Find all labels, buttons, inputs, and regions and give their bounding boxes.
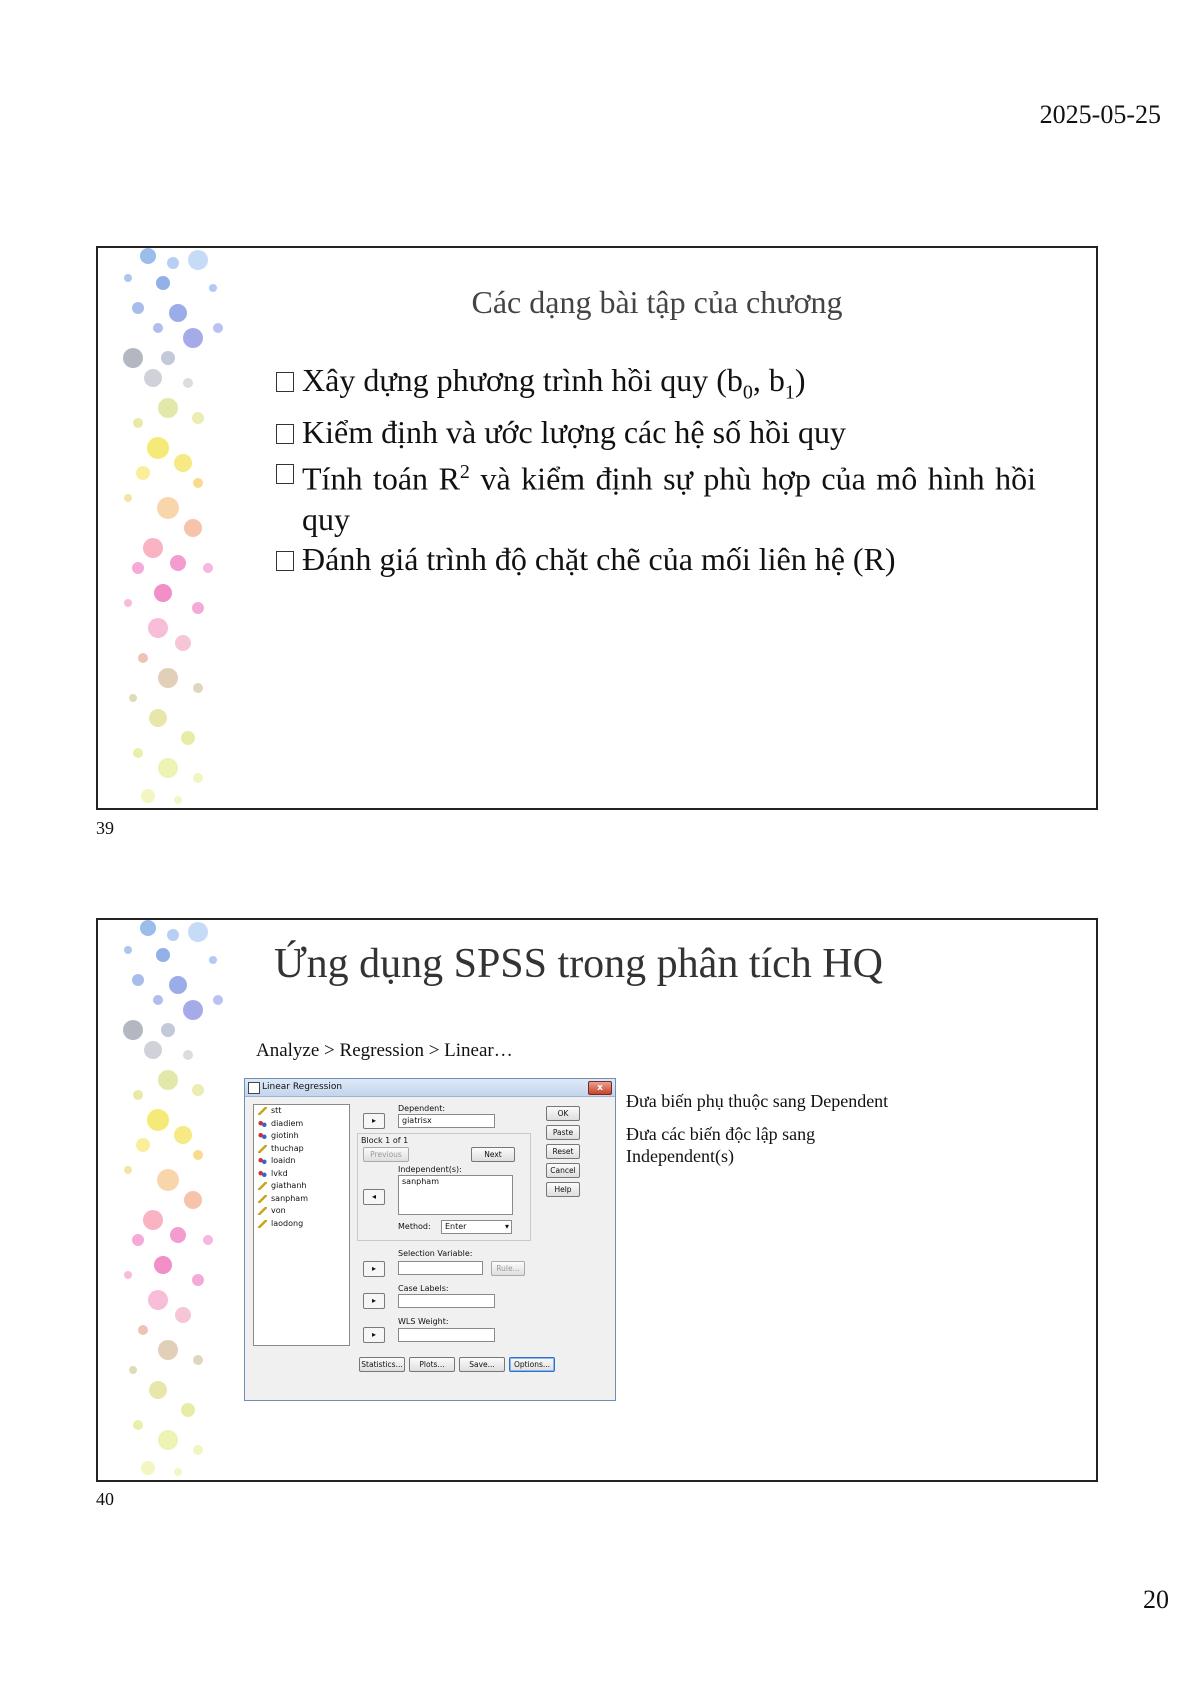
list-item[interactable] xyxy=(254,1168,349,1181)
scale-icon xyxy=(258,1182,267,1190)
variable-name: lvkd xyxy=(271,1168,288,1178)
variable-name: von xyxy=(271,1206,286,1215)
method-label: Method: xyxy=(398,1222,431,1231)
bullet-box-icon xyxy=(276,464,294,484)
bullet-text: Đánh giá trình độ chặt chẽ của mối liên hệ (R) xyxy=(302,541,896,578)
help-button[interactable]: Help xyxy=(546,1182,580,1197)
superscript: 2 xyxy=(459,461,470,484)
bubble-decoration xyxy=(98,248,248,808)
variable-list[interactable] xyxy=(253,1104,350,1346)
bullet-text: , b xyxy=(752,362,785,398)
dialog-titlebar xyxy=(245,1079,615,1097)
subscript: 0 xyxy=(742,381,753,404)
bullet-text: Tính toán R xyxy=(302,461,460,498)
subscript: 1 xyxy=(784,381,795,404)
wls-label: WLS Weight: xyxy=(398,1317,449,1326)
selection-label: Selection Variable: xyxy=(398,1249,473,1258)
bullet-item xyxy=(276,360,1036,412)
scale-icon xyxy=(258,1145,267,1153)
note-dependent: Đưa biến phụ thuộc sang Dependent xyxy=(626,1091,889,1111)
scale-icon xyxy=(258,1195,267,1203)
slide-title: Các dạng bài tập của chương xyxy=(471,284,843,320)
selection-field[interactable] xyxy=(398,1261,483,1275)
independent-field[interactable] xyxy=(398,1175,513,1215)
scale-icon xyxy=(258,1220,267,1228)
list-item[interactable] xyxy=(254,1130,349,1143)
variable-name: stt xyxy=(271,1106,282,1115)
list-item[interactable] xyxy=(254,1105,349,1118)
dependent-field[interactable] xyxy=(398,1114,495,1128)
previous-button[interactable]: Previous xyxy=(363,1147,409,1162)
chevron-down-icon: ▾ xyxy=(504,1222,509,1231)
reset-button[interactable]: Reset xyxy=(546,1144,580,1159)
method-select[interactable] xyxy=(441,1220,512,1234)
slide-title: Ứng dụng SPSS trong phân tích HQ xyxy=(274,941,883,987)
list-item[interactable] xyxy=(254,1143,349,1156)
list-item[interactable] xyxy=(254,1218,349,1231)
slide-number: 40 xyxy=(96,1489,114,1509)
bullet-box-icon xyxy=(276,372,294,392)
wls-field[interactable] xyxy=(398,1328,495,1342)
list-item[interactable] xyxy=(254,1205,349,1218)
slide-39 xyxy=(96,246,1098,810)
plots-button[interactable]: Plots... xyxy=(409,1357,455,1372)
independent-value: sanpham xyxy=(402,1177,439,1186)
variable-name: diadiem xyxy=(271,1118,304,1128)
dependent-label: Dependent: xyxy=(398,1104,446,1113)
bullet-text: Kiểm định và ước lượng các hệ số hồi quy xyxy=(302,414,846,451)
nominal-icon xyxy=(258,1170,267,1178)
list-item[interactable] xyxy=(254,1118,349,1131)
page-date: 2025-05-25 xyxy=(1039,100,1161,129)
variable-name: sanpham xyxy=(271,1193,308,1203)
cancel-button[interactable]: Cancel xyxy=(546,1163,580,1178)
bullet-item xyxy=(276,452,1036,539)
next-button[interactable]: Next xyxy=(471,1147,515,1162)
rule-button[interactable]: Rule... xyxy=(491,1261,525,1276)
bullet-box-icon xyxy=(276,551,294,571)
move-dependent-button[interactable]: ▸ xyxy=(363,1113,385,1129)
nominal-icon xyxy=(258,1157,267,1165)
move-case-labels-button[interactable]: ▸ xyxy=(363,1293,385,1309)
nominal-icon xyxy=(258,1132,267,1140)
linear-regression-dialog xyxy=(244,1078,616,1401)
paste-button[interactable]: Paste xyxy=(546,1125,580,1140)
variable-name: loaidn xyxy=(271,1156,296,1165)
menu-path: Analyze > Regression > Linear… xyxy=(256,1040,513,1061)
variable-name: giathanh xyxy=(271,1181,307,1190)
window-icon xyxy=(248,1082,260,1094)
variable-name: thuchap xyxy=(271,1143,304,1153)
move-independent-button[interactable]: ◂ xyxy=(363,1189,385,1205)
options-button[interactable]: Options... xyxy=(509,1357,555,1372)
move-wls-button[interactable]: ▸ xyxy=(363,1327,385,1343)
list-item[interactable] xyxy=(254,1193,349,1206)
move-selection-button[interactable]: ▸ xyxy=(363,1261,385,1277)
scale-icon xyxy=(258,1107,267,1115)
bullet-item xyxy=(276,539,1036,579)
statistics-button[interactable]: Statistics... xyxy=(359,1357,405,1372)
variable-name: laodong xyxy=(271,1218,304,1228)
dialog-title: Linear Regression xyxy=(262,1082,343,1092)
bullet-list xyxy=(276,360,1036,579)
independent-label: Independent(s): xyxy=(398,1165,462,1174)
list-item[interactable] xyxy=(254,1180,349,1193)
scale-icon xyxy=(258,1207,267,1215)
nominal-icon xyxy=(258,1120,267,1128)
case-labels-label: Case Labels: xyxy=(398,1284,449,1293)
slide-number: 39 xyxy=(96,818,114,838)
list-item[interactable] xyxy=(254,1155,349,1168)
variable-name: giotinh xyxy=(271,1131,299,1140)
bullet-text: ) xyxy=(794,362,806,398)
dependent-value: giatrisx xyxy=(402,1116,432,1125)
slide-40 xyxy=(96,918,1098,1482)
case-labels-field[interactable] xyxy=(398,1294,495,1308)
bullet-item xyxy=(276,412,1036,452)
block-label: Block 1 of 1 xyxy=(361,1136,409,1145)
page-number: 20 xyxy=(1143,1585,1169,1614)
bullet-box-icon xyxy=(276,424,294,444)
save-button[interactable]: Save... xyxy=(459,1357,505,1372)
bullet-text: Xây dựng phương trình hồi quy (b xyxy=(302,362,743,398)
method-value: Enter xyxy=(445,1222,467,1231)
bullet-text: và kiểm định sự phù hợp của mô hình hồi quy xyxy=(302,461,1037,538)
ok-button[interactable]: OK xyxy=(546,1106,580,1121)
bubble-decoration xyxy=(98,920,248,1480)
note-independent: Đưa các biến độc lập sang Independent(s) xyxy=(626,1124,816,1166)
close-button[interactable]: x xyxy=(588,1081,612,1095)
